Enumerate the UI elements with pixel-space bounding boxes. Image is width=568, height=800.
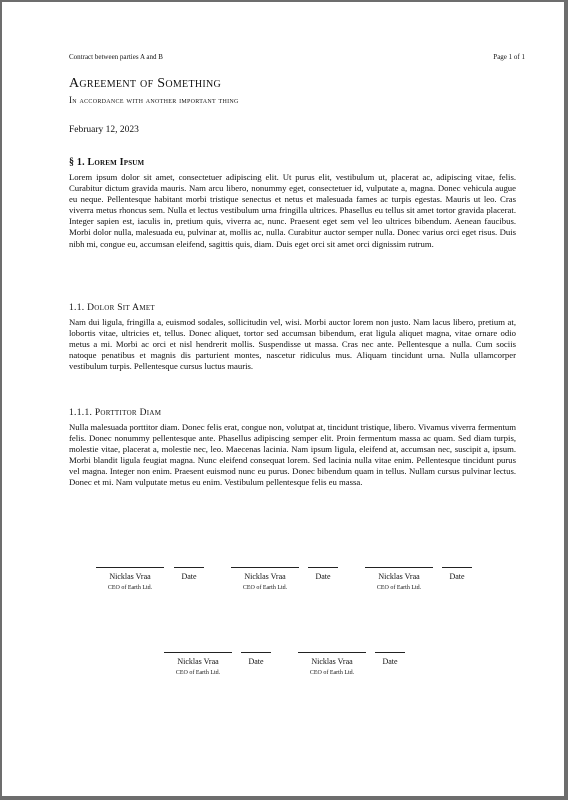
date-block-3 xyxy=(442,567,472,581)
signatory-role: CEO of Earth Ltd. xyxy=(309,670,355,676)
date-block-5 xyxy=(375,652,405,666)
section-1 xyxy=(69,157,516,250)
date-block-4 xyxy=(241,652,271,666)
subsubsection-heading: 1.1.1. Porttitor Diam xyxy=(69,408,162,418)
signatory-role: CEO of Earth Ltd. xyxy=(376,585,422,591)
signatory-name: Nicklas Vraa xyxy=(378,572,420,581)
signature-line xyxy=(365,567,433,568)
section-1-1-1 xyxy=(69,408,516,489)
signatory-role: CEO of Earth Ltd. xyxy=(242,585,288,591)
date-label: Date xyxy=(248,657,264,666)
date-block-1 xyxy=(174,567,204,581)
subsection-body: Nam dui ligula, fringilla a, euismod sodales, sollicitudin vel, wisi. Morbi auctor lorem non justo. Nam lacus libero, pretium at, lobortis vitae, ultricies et, tellus. Donec aliquet, tortor sed accumsan bibendum, erat ligula aliquet magna, vitae ornare odio metus a mi. Morbi ac orci et nisl hendrerit mollis. Suspendisse ut massa. Cras nec ante. Pellentesque a nulla. Cum sociis natoque penatibus et magnis dis parturient montes, nascetur ridiculus mus. Aliquam tincidunt urna. Nulla ullamcorper vestibulum turpis. Pellentesque cursus luctus mauris. xyxy=(69,317,516,372)
date-label: Date xyxy=(449,572,465,581)
signature-line xyxy=(298,652,366,653)
document-subtitle: In accordance with another important thing xyxy=(69,95,239,105)
document-date: February 12, 2023 xyxy=(69,125,139,135)
signature-block-1 xyxy=(96,567,164,591)
subsubsection-body: Nulla malesuada porttitor diam. Donec felis erat, congue non, volutpat at, tincidunt tristique, libero. Vivamus viverra fermentum felis. Donec nonummy pellentesque ante. Phasellus adipiscing semper elit. Proin fermentum massa ac quam. Sed diam turpis, molestie vitae, placerat a, molestie nec, leo. Maecenas lacinia. Nam ipsum ligula, eleifend at, accumsan nec, suscipit a, ipsum. Morbi blandit ligula feugiat magna. Nunc eleifend consequat lorem. Sed lacinia nulla vitae enim. Pellentesque tincidunt purus vel magna. Integer non enim. Praesent euismod nunc eu purus. Donec bibendum quam in tellus. Nullam cursus pulvinar lectus. Donec et mi. Nam vulputate metus eu enim. Vestibulum pellentesque felis eu massa. xyxy=(69,422,516,488)
date-label: Date xyxy=(181,572,197,581)
date-line xyxy=(174,567,204,568)
section-1-1 xyxy=(69,303,516,372)
signature-block-4 xyxy=(164,652,232,676)
page-number: Page 1 of 1 xyxy=(493,53,525,61)
signature-block-5 xyxy=(298,652,366,676)
signatory-name: Nicklas Vraa xyxy=(311,657,353,666)
document-title: Agreement of Something xyxy=(69,76,222,91)
signatory-name: Nicklas Vraa xyxy=(177,657,219,666)
signature-line xyxy=(96,567,164,568)
signatory-name: Nicklas Vraa xyxy=(244,572,286,581)
date-label: Date xyxy=(382,657,398,666)
header-left-text: Contract between parties A and B xyxy=(69,53,163,61)
signature-line xyxy=(231,567,299,568)
date-line xyxy=(442,567,472,568)
signature-block-2 xyxy=(231,567,299,591)
date-line xyxy=(308,567,338,568)
signatory-role: CEO of Earth Ltd. xyxy=(175,670,221,676)
signature-block-3 xyxy=(365,567,433,591)
document-page xyxy=(2,2,564,796)
section-heading: § 1. Lorem Ipsum xyxy=(69,157,145,168)
section-body: Lorem ipsum dolor sit amet, consectetuer adipiscing elit. Ut purus elit, vestibulum ut, placerat ac, adipiscing vitae, felis. Curabitur dictum gravida mauris. Nam arcu libero, nonummy eget, consectetuer id, vulputate a, magna. Donec vehicula augue eu neque. Pellentesque habitant morbi tristique senectus et netus et malesuada fames ac turpis egestas. Mauris ut leo. Cras viverra metus rhoncus sem. Nulla et lectus vestibulum urna fringilla ultrices. Phasellus eu tellus sit amet tortor gravida placerat. Integer sapien est, iaculis in, pretium quis, viverra ac, nunc. Praesent eget sem vel leo ultrices bibendum. Aenean faucibus. Morbi dolor nulla, malesuada eu, pulvinar at, mollis ac, nulla. Curabitur auctor semper nulla. Donec varius orci eget risus. Duis nibh mi, congue eu, accumsan eleifend, sagittis quis, diam. Duis eget orci sit amet orci dignissim rutrum. xyxy=(69,172,516,249)
signatory-role: CEO of Earth Ltd. xyxy=(107,585,153,591)
subsection-heading: 1.1. Dolor Sit Amet xyxy=(69,303,155,313)
date-block-2 xyxy=(308,567,338,581)
date-label: Date xyxy=(315,572,331,581)
signature-line xyxy=(164,652,232,653)
page-header xyxy=(69,53,525,61)
signatory-name: Nicklas Vraa xyxy=(109,572,151,581)
date-line xyxy=(241,652,271,653)
date-line xyxy=(375,652,405,653)
